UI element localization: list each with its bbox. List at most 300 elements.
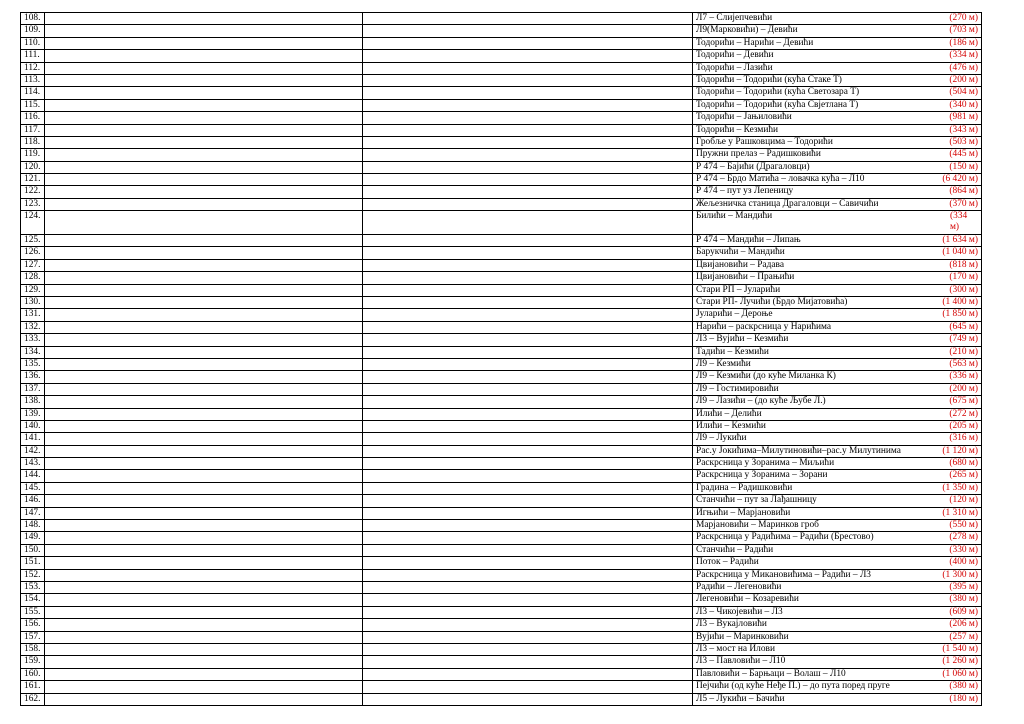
route-cell xyxy=(693,149,982,161)
empty-cell-a xyxy=(45,668,363,680)
row-number: 144. xyxy=(21,470,45,482)
empty-cell-b xyxy=(363,321,693,333)
empty-cell-b xyxy=(363,99,693,111)
empty-cell-b xyxy=(363,445,693,457)
route-name: Нарићи – раскрсница у Нарићима xyxy=(696,321,832,332)
route-name: Тодорићи – Тодорићи (кућа Светозара Т) xyxy=(696,87,860,98)
empty-cell-b xyxy=(363,309,693,321)
row-number: 136. xyxy=(21,371,45,383)
table-row xyxy=(21,297,982,309)
route-name: Л9 – Лазићи – (до куће Љубе Л.) xyxy=(696,396,826,407)
table-row xyxy=(21,358,982,370)
table-row xyxy=(21,272,982,284)
route-name: Тадићи – Кезмићи xyxy=(696,346,769,357)
route-name: Раскрсница у Микановићима – Радићи – Л3 xyxy=(696,569,871,580)
route-name: Л9 – Гостимировићи xyxy=(696,383,779,394)
table-row xyxy=(21,396,982,408)
route-cell xyxy=(693,62,982,74)
empty-cell-a xyxy=(45,458,363,470)
empty-cell-b xyxy=(363,149,693,161)
row-number: 119. xyxy=(21,149,45,161)
route-cell xyxy=(693,174,982,186)
route-length: (680 м) xyxy=(949,458,978,469)
empty-cell-a xyxy=(45,557,363,569)
row-number: 130. xyxy=(21,297,45,309)
empty-cell-b xyxy=(363,247,693,259)
empty-cell-a xyxy=(45,74,363,86)
table-row xyxy=(21,74,982,86)
route-length: (205 м) xyxy=(949,420,978,431)
table-row xyxy=(21,124,982,136)
table-row xyxy=(21,309,982,321)
row-number: 157. xyxy=(21,631,45,643)
route-cell xyxy=(693,247,982,259)
route-cell xyxy=(693,309,982,321)
route-name: Илићи – Делићи xyxy=(696,408,762,419)
empty-cell-b xyxy=(363,569,693,581)
route-length: (336 м) xyxy=(949,371,978,382)
route-cell xyxy=(693,284,982,296)
route-length: (300 м) xyxy=(949,284,978,295)
empty-cell-a xyxy=(45,25,363,37)
empty-cell-b xyxy=(363,656,693,668)
row-number: 128. xyxy=(21,272,45,284)
empty-cell-a xyxy=(45,631,363,643)
row-number: 116. xyxy=(21,112,45,124)
row-number: 137. xyxy=(21,383,45,395)
empty-cell-a xyxy=(45,619,363,631)
row-number: 135. xyxy=(21,358,45,370)
row-number: 155. xyxy=(21,606,45,618)
route-cell xyxy=(693,433,982,445)
route-cell xyxy=(693,99,982,111)
row-number: 117. xyxy=(21,124,45,136)
empty-cell-a xyxy=(45,247,363,259)
route-name: Градина – Радишковићи xyxy=(696,482,793,493)
route-cell xyxy=(693,643,982,655)
route-name: Стари РП – Јуларићи xyxy=(696,284,781,295)
route-name: Рас.у Јокићима–Милутиновићи–рас.у Милутинима xyxy=(696,445,901,456)
route-length: (334 м) xyxy=(949,50,978,61)
row-number: 132. xyxy=(21,321,45,333)
route-name: Пружни прелаз – Радишковићи xyxy=(696,149,821,160)
empty-cell-b xyxy=(363,259,693,271)
route-cell xyxy=(693,458,982,470)
table-row xyxy=(21,520,982,532)
empty-cell-b xyxy=(363,346,693,358)
route-name: Раскрсница у Зоранима – Зорани xyxy=(696,470,828,481)
route-length: (380 м) xyxy=(949,681,978,692)
route-length: (1 040 м) xyxy=(942,247,978,258)
table-row xyxy=(21,470,982,482)
route-length: (395 м) xyxy=(949,581,978,592)
row-number: 122. xyxy=(21,186,45,198)
empty-cell-b xyxy=(363,87,693,99)
route-name: Раскрсница у Радићима – Радићи (Брестово) xyxy=(696,532,874,543)
table-row xyxy=(21,656,982,668)
route-length: (1 310 м) xyxy=(942,507,978,518)
empty-cell-b xyxy=(363,482,693,494)
empty-cell-a xyxy=(45,495,363,507)
route-length: (675 м) xyxy=(949,396,978,407)
route-name: Илићи – Кезмићи xyxy=(696,420,766,431)
table-row xyxy=(21,247,982,259)
table-row xyxy=(21,606,982,618)
route-cell xyxy=(693,693,982,705)
empty-cell-a xyxy=(45,693,363,705)
table-row xyxy=(21,50,982,62)
route-cell xyxy=(693,594,982,606)
empty-cell-b xyxy=(363,186,693,198)
route-name: Тодорићи – Тодорићи (кућа Стаке Т) xyxy=(696,74,842,85)
route-cell xyxy=(693,259,982,271)
route-length: (200 м) xyxy=(949,383,978,394)
empty-cell-b xyxy=(363,235,693,247)
empty-cell-b xyxy=(363,62,693,74)
route-length: (1 260 м) xyxy=(942,656,978,667)
empty-cell-a xyxy=(45,420,363,432)
route-name: Тодорићи – Тодорићи (кућа Свјетлана Т) xyxy=(696,99,859,110)
route-length: (340 м) xyxy=(949,99,978,110)
route-name: Р 474 – Мандићи – Липањ xyxy=(696,235,801,246)
table-row xyxy=(21,408,982,420)
table-row xyxy=(21,13,982,25)
empty-cell-b xyxy=(363,495,693,507)
route-length: (563 м) xyxy=(949,358,978,369)
row-number: 158. xyxy=(21,643,45,655)
row-number: 154. xyxy=(21,594,45,606)
route-length: (503 м) xyxy=(949,136,978,147)
row-number: 109. xyxy=(21,25,45,37)
route-length: (609 м) xyxy=(949,606,978,617)
row-number: 114. xyxy=(21,87,45,99)
row-number: 133. xyxy=(21,334,45,346)
empty-cell-a xyxy=(45,346,363,358)
route-cell xyxy=(693,74,982,86)
route-name: Пејчићи (од куће Неђе П.) – до пута поред пруге xyxy=(696,681,890,692)
row-number: 162. xyxy=(21,693,45,705)
table-row xyxy=(21,482,982,494)
route-name: Тодорићи – Девићи xyxy=(696,50,774,61)
empty-cell-a xyxy=(45,136,363,148)
route-length: (265 м) xyxy=(949,470,978,481)
empty-cell-b xyxy=(363,594,693,606)
empty-cell-b xyxy=(363,371,693,383)
row-number: 120. xyxy=(21,161,45,173)
empty-cell-a xyxy=(45,334,363,346)
table-row xyxy=(21,557,982,569)
route-length: (818 м) xyxy=(949,259,978,270)
route-length: (370 м) xyxy=(949,198,978,209)
route-cell xyxy=(693,272,982,284)
empty-cell-a xyxy=(45,520,363,532)
row-number: 134. xyxy=(21,346,45,358)
row-number: 146. xyxy=(21,495,45,507)
route-length: (550 м) xyxy=(949,520,978,531)
route-length: (749 м) xyxy=(949,334,978,345)
table-row xyxy=(21,211,982,235)
table-row xyxy=(21,693,982,705)
route-length: (343 м) xyxy=(949,124,978,135)
route-cell xyxy=(693,681,982,693)
route-cell xyxy=(693,25,982,37)
route-cell xyxy=(693,557,982,569)
table-row xyxy=(21,334,982,346)
empty-cell-a xyxy=(45,544,363,556)
row-number: 108. xyxy=(21,13,45,25)
route-length: (1 060 м) xyxy=(942,668,978,679)
route-name: Тодорићи – Лазићи xyxy=(696,62,773,73)
row-number: 160. xyxy=(21,668,45,680)
table-row xyxy=(21,136,982,148)
route-name: Жељезничка станица Драгаловци – Савичићи xyxy=(696,198,879,209)
route-cell xyxy=(693,482,982,494)
empty-cell-a xyxy=(45,606,363,618)
route-length: (1 400 м) xyxy=(942,297,978,307)
row-number: 145. xyxy=(21,482,45,494)
row-number: 153. xyxy=(21,581,45,593)
route-name: Гробље у Рашковцима – Тодорићи xyxy=(696,136,833,147)
route-cell xyxy=(693,50,982,62)
empty-cell-b xyxy=(363,74,693,86)
empty-cell-a xyxy=(45,470,363,482)
route-name: Р 474 – Бајићи (Драгаловци) xyxy=(696,161,810,172)
row-number: 151. xyxy=(21,557,45,569)
empty-cell-b xyxy=(363,507,693,519)
empty-cell-a xyxy=(45,358,363,370)
empty-cell-b xyxy=(363,668,693,680)
table-row xyxy=(21,99,982,111)
route-cell xyxy=(693,668,982,680)
empty-cell-a xyxy=(45,272,363,284)
empty-cell-b xyxy=(363,211,693,235)
route-name: Поток – Радићи xyxy=(696,557,759,568)
empty-cell-b xyxy=(363,643,693,655)
table-row xyxy=(21,174,982,186)
empty-cell-b xyxy=(363,50,693,62)
route-name: Тодорићи – Кезмићи xyxy=(696,124,779,135)
empty-cell-b xyxy=(363,557,693,569)
route-cell xyxy=(693,198,982,210)
route-length: (272 м) xyxy=(949,408,978,419)
row-number: 152. xyxy=(21,569,45,581)
route-length: (703 м) xyxy=(949,25,978,36)
row-number: 147. xyxy=(21,507,45,519)
empty-cell-b xyxy=(363,619,693,631)
empty-cell-a xyxy=(45,643,363,655)
route-length: (1 540 м) xyxy=(942,643,978,654)
route-name: Игњићи – Марјановићи xyxy=(696,507,791,518)
route-length: (864 м) xyxy=(949,186,978,197)
table-row xyxy=(21,25,982,37)
empty-cell-a xyxy=(45,124,363,136)
empty-cell-b xyxy=(363,284,693,296)
table-row xyxy=(21,87,982,99)
row-number: 156. xyxy=(21,619,45,631)
route-name: Барукчићи – Мандићи xyxy=(696,247,785,258)
route-name: Цвијановићи – Прањићи xyxy=(696,272,795,283)
route-length: (400 м) xyxy=(949,557,978,568)
empty-cell-a xyxy=(45,433,363,445)
empty-cell-a xyxy=(45,569,363,581)
route-cell xyxy=(693,358,982,370)
route-name: Павловићи – Барњаци – Волаш – Л10 xyxy=(696,668,846,679)
empty-cell-a xyxy=(45,396,363,408)
row-number: 141. xyxy=(21,433,45,445)
route-cell xyxy=(693,520,982,532)
empty-cell-b xyxy=(363,581,693,593)
row-number: 131. xyxy=(21,309,45,321)
route-name: Радићи – Легеновићи xyxy=(696,581,782,592)
empty-cell-b xyxy=(363,198,693,210)
table-row xyxy=(21,619,982,631)
route-cell xyxy=(693,544,982,556)
empty-cell-b xyxy=(363,136,693,148)
route-cell xyxy=(693,619,982,631)
table-row xyxy=(21,112,982,124)
route-length: (6 420 м) xyxy=(942,174,978,185)
empty-cell-a xyxy=(45,198,363,210)
table-row xyxy=(21,433,982,445)
route-cell xyxy=(693,87,982,99)
route-name: Стари РП- Лучићи (Брдо Мијатовића) xyxy=(696,297,848,307)
route-cell xyxy=(693,656,982,668)
row-number: 113. xyxy=(21,74,45,86)
empty-cell-a xyxy=(45,87,363,99)
route-name: Марјановићи – Маринков гроб xyxy=(696,520,819,531)
route-cell xyxy=(693,13,982,25)
empty-cell-a xyxy=(45,482,363,494)
table-row xyxy=(21,259,982,271)
route-length: (200 м) xyxy=(949,74,978,85)
route-cell xyxy=(693,371,982,383)
route-cell xyxy=(693,235,982,247)
empty-cell-a xyxy=(45,284,363,296)
route-cell xyxy=(693,186,982,198)
table-row xyxy=(21,681,982,693)
row-number: 148. xyxy=(21,520,45,532)
route-name: Л3 – Вукајловићи xyxy=(696,619,767,630)
route-length: (316 м) xyxy=(949,433,978,444)
row-number: 140. xyxy=(21,420,45,432)
row-number: 161. xyxy=(21,681,45,693)
table-row xyxy=(21,62,982,74)
table-row xyxy=(21,186,982,198)
route-length: (180 м) xyxy=(949,693,978,704)
route-table-body xyxy=(21,13,982,706)
route-name: Тодорићи – Јањиловићи xyxy=(696,112,792,123)
route-cell xyxy=(693,408,982,420)
row-number: 142. xyxy=(21,445,45,457)
empty-cell-a xyxy=(45,149,363,161)
route-length: (150 м) xyxy=(949,161,978,172)
empty-cell-b xyxy=(363,383,693,395)
empty-cell-b xyxy=(363,408,693,420)
table-row xyxy=(21,149,982,161)
empty-cell-b xyxy=(363,420,693,432)
table-row xyxy=(21,420,982,432)
empty-cell-a xyxy=(45,235,363,247)
table-row xyxy=(21,631,982,643)
row-number: 118. xyxy=(21,136,45,148)
empty-cell-b xyxy=(363,334,693,346)
route-cell xyxy=(693,631,982,643)
empty-cell-b xyxy=(363,681,693,693)
empty-cell-a xyxy=(45,112,363,124)
route-cell xyxy=(693,321,982,333)
table-row xyxy=(21,581,982,593)
empty-cell-a xyxy=(45,186,363,198)
empty-cell-a xyxy=(45,99,363,111)
empty-cell-a xyxy=(45,532,363,544)
route-length: (186 м) xyxy=(949,37,978,48)
route-cell xyxy=(693,112,982,124)
route-cell xyxy=(693,606,982,618)
table-row xyxy=(21,37,982,49)
route-cell xyxy=(693,507,982,519)
route-length: (270 м) xyxy=(949,13,978,23)
empty-cell-a xyxy=(45,297,363,309)
route-cell xyxy=(693,569,982,581)
table-row xyxy=(21,235,982,247)
route-length: (1 300 м) xyxy=(942,569,978,580)
table-row xyxy=(21,507,982,519)
empty-cell-a xyxy=(45,259,363,271)
table-row xyxy=(21,544,982,556)
row-number: 126. xyxy=(21,247,45,259)
empty-cell-b xyxy=(363,297,693,309)
empty-cell-b xyxy=(363,37,693,49)
table-row xyxy=(21,161,982,173)
route-name: Билићи – Мандићи xyxy=(696,211,773,222)
empty-cell-b xyxy=(363,458,693,470)
table-row xyxy=(21,569,982,581)
empty-cell-a xyxy=(45,383,363,395)
table-row xyxy=(21,371,982,383)
empty-cell-b xyxy=(363,13,693,25)
empty-cell-b xyxy=(363,693,693,705)
table-row xyxy=(21,458,982,470)
route-length: (278 м) xyxy=(949,532,978,543)
route-name: Р 474 – Брдо Матића – ловачка кућа – Л10 xyxy=(696,174,865,185)
empty-cell-a xyxy=(45,13,363,25)
table-row xyxy=(21,445,982,457)
row-number: 127. xyxy=(21,259,45,271)
route-length: (1 350 м) xyxy=(942,482,978,493)
empty-cell-a xyxy=(45,321,363,333)
row-number: 143. xyxy=(21,458,45,470)
route-cell xyxy=(693,297,982,309)
route-name: Л7 – Слијепчевићи xyxy=(696,13,773,23)
route-name: Л3 – Вујићи – Кезмићи xyxy=(696,334,789,345)
route-cell xyxy=(693,124,982,136)
route-name: Л3 – мост на Илови xyxy=(696,643,775,654)
route-name: Л9(Марковићи) – Девићи xyxy=(696,25,798,36)
empty-cell-a xyxy=(45,211,363,235)
empty-cell-b xyxy=(363,606,693,618)
route-length: (206 м) xyxy=(949,619,978,630)
empty-cell-b xyxy=(363,396,693,408)
route-name: Станчићи – Радићи xyxy=(696,544,774,555)
empty-cell-a xyxy=(45,174,363,186)
route-length: (170 м) xyxy=(949,272,978,283)
empty-cell-b xyxy=(363,112,693,124)
route-cell xyxy=(693,581,982,593)
empty-cell-a xyxy=(45,371,363,383)
table-row xyxy=(21,321,982,333)
route-name: Јуларићи – Дероње xyxy=(696,309,773,320)
route-table xyxy=(20,12,982,706)
